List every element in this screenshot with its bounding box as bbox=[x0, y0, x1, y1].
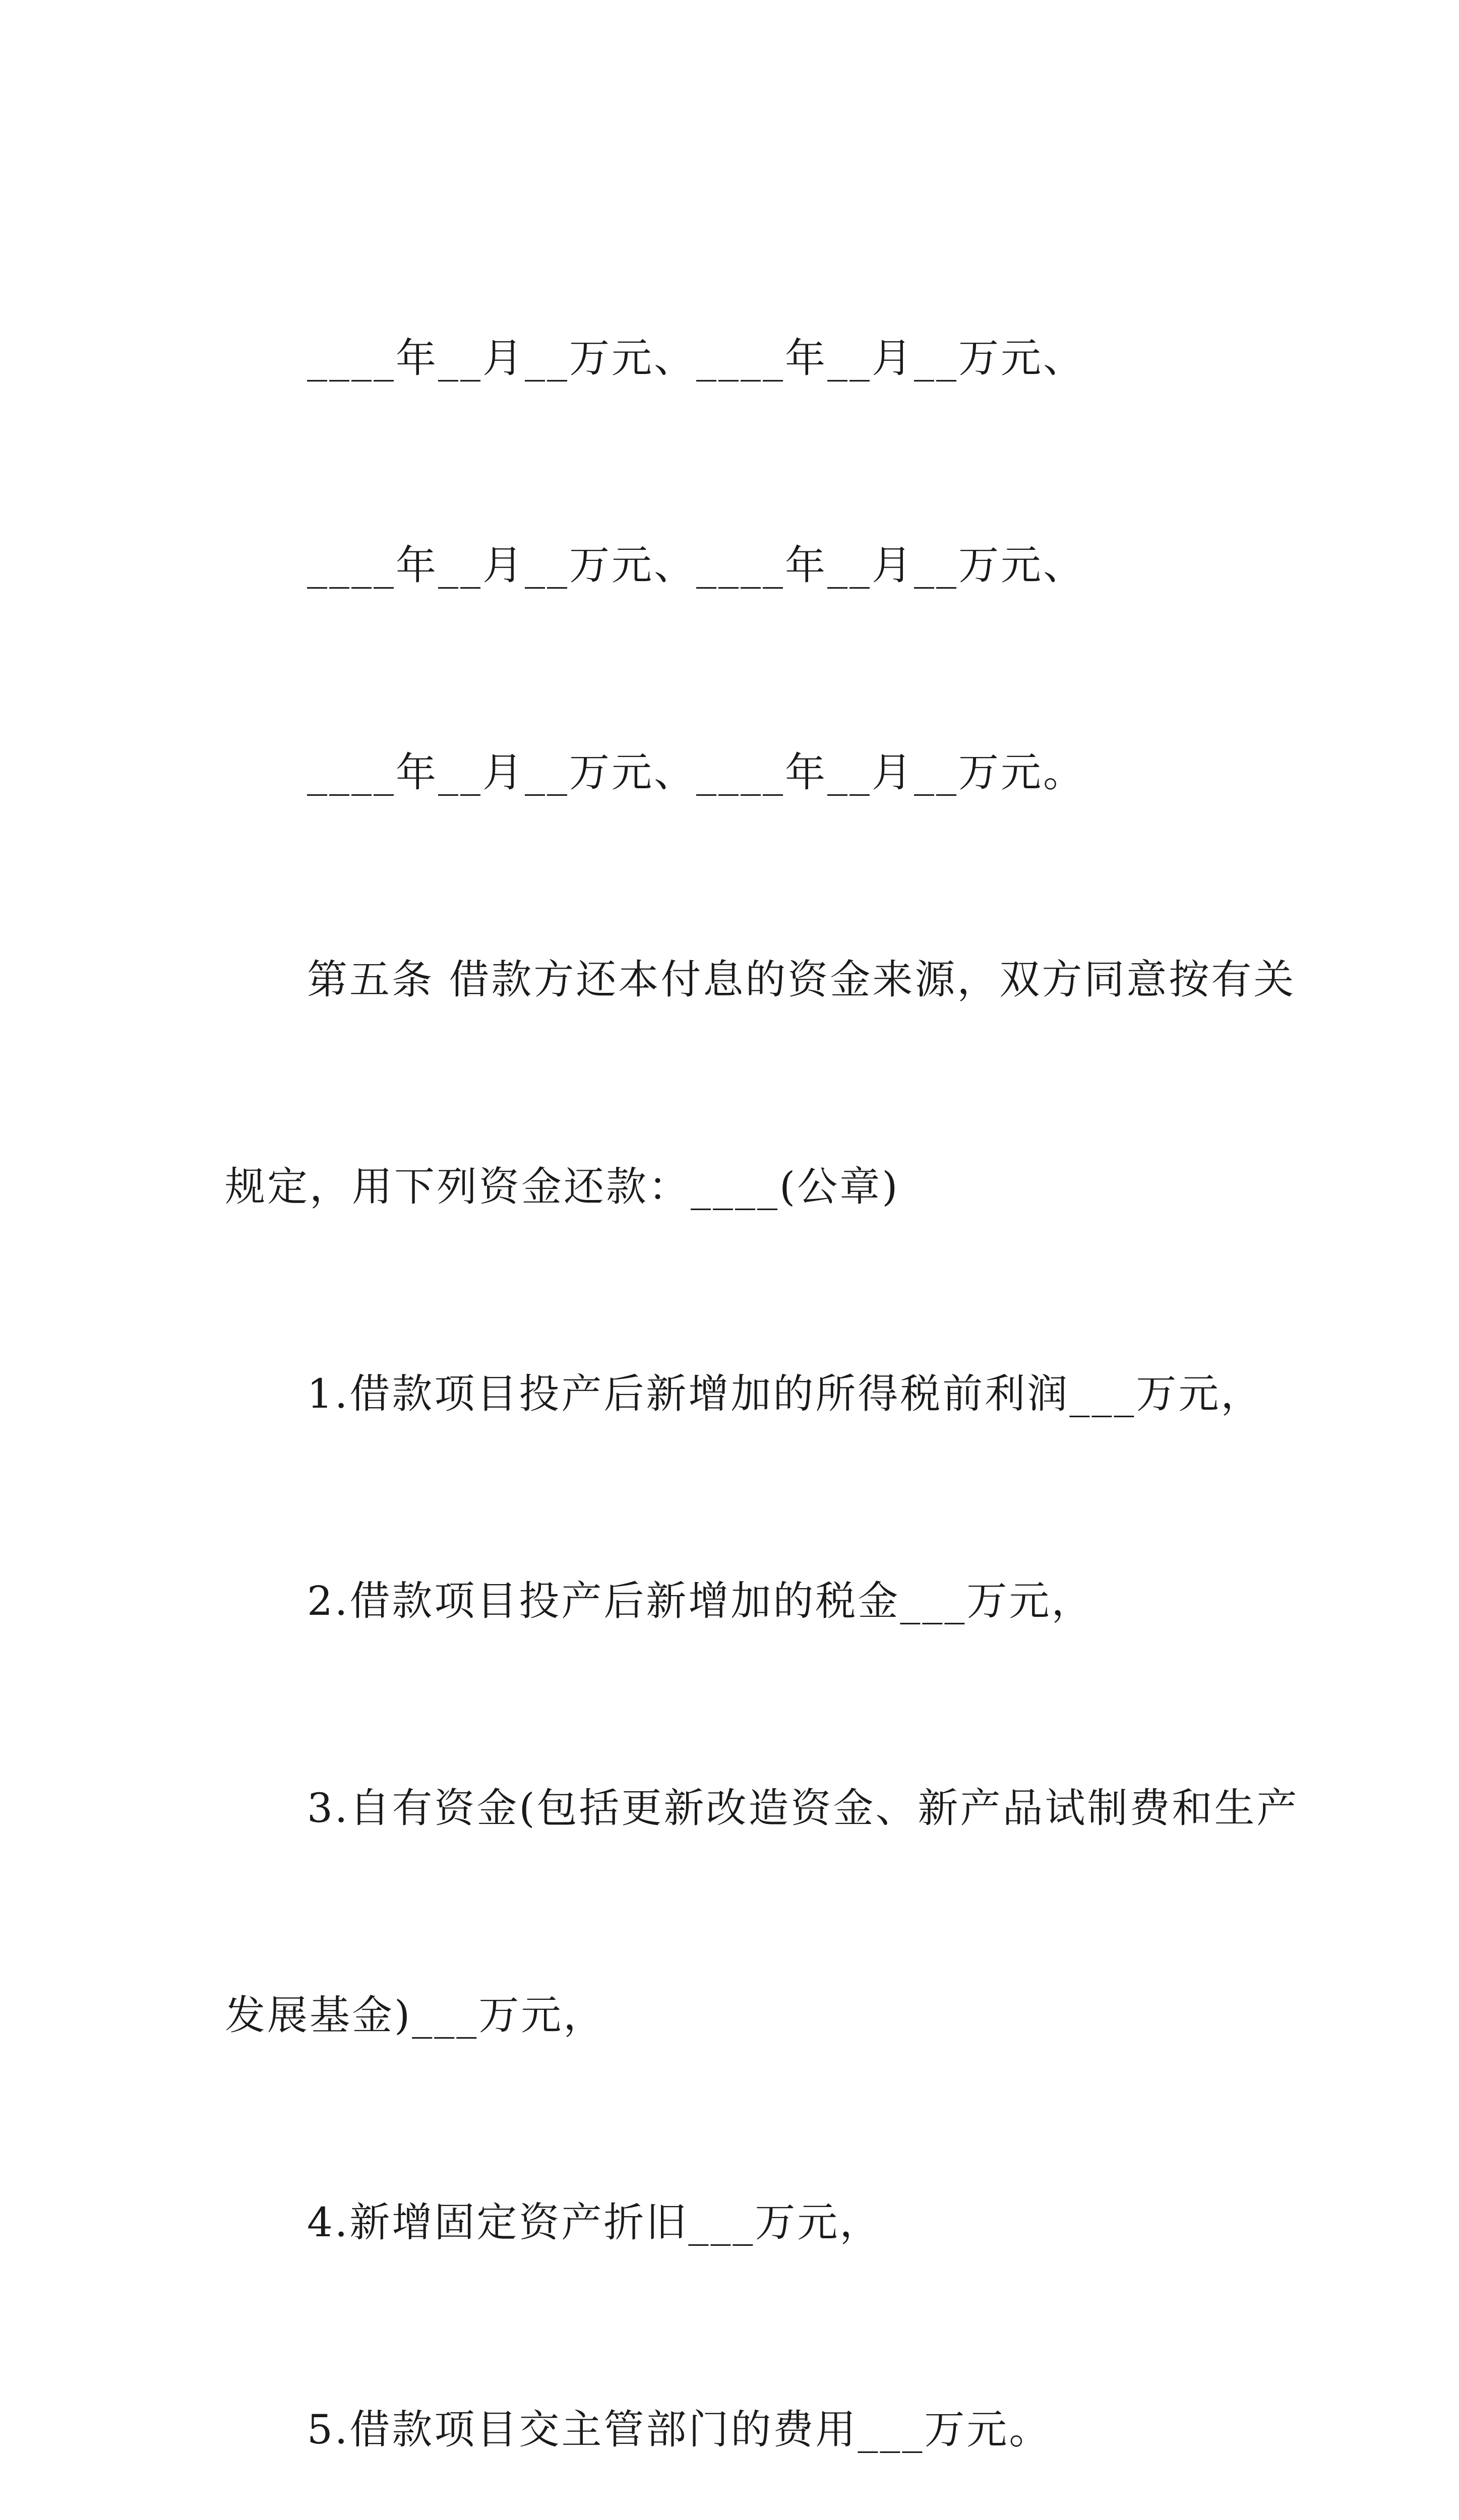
installment-line-1: ____年__月__万元、____年__月__万元、 bbox=[307, 335, 1085, 382]
article-5-line-2: 规定，用下列资金还款：____(公章) bbox=[225, 1163, 900, 1210]
funding-item-5: 5.借款项目交主管部门的费用___万元。 bbox=[307, 2406, 1052, 2453]
funding-item-2: 2.借款项目投产后新增加的税金___万元， bbox=[307, 1578, 1094, 1624]
funding-item-1: 1.借款项目投产后新增加的所得税前利润___万元， bbox=[307, 1370, 1263, 1417]
contract-text-block bbox=[225, 185, 1299, 2520]
funding-item-4: 4.新增固定资产折旧___万元， bbox=[307, 2199, 882, 2246]
funding-item-3-line-1: 3.自有资金(包括更新改造资金、新产品试制费和生产 bbox=[307, 1785, 1299, 1832]
installment-line-3: ____年__月__万元、____年__月__万元。 bbox=[307, 749, 1085, 796]
installment-line-2: ____年__月__万元、____年__月__万元、 bbox=[307, 542, 1085, 589]
funding-item-3-line-2: 发展基金)___万元， bbox=[225, 1992, 606, 2039]
article-5-line-1: 第五条 借款方还本付息的资金来源，双方同意按有关 bbox=[307, 956, 1296, 1003]
